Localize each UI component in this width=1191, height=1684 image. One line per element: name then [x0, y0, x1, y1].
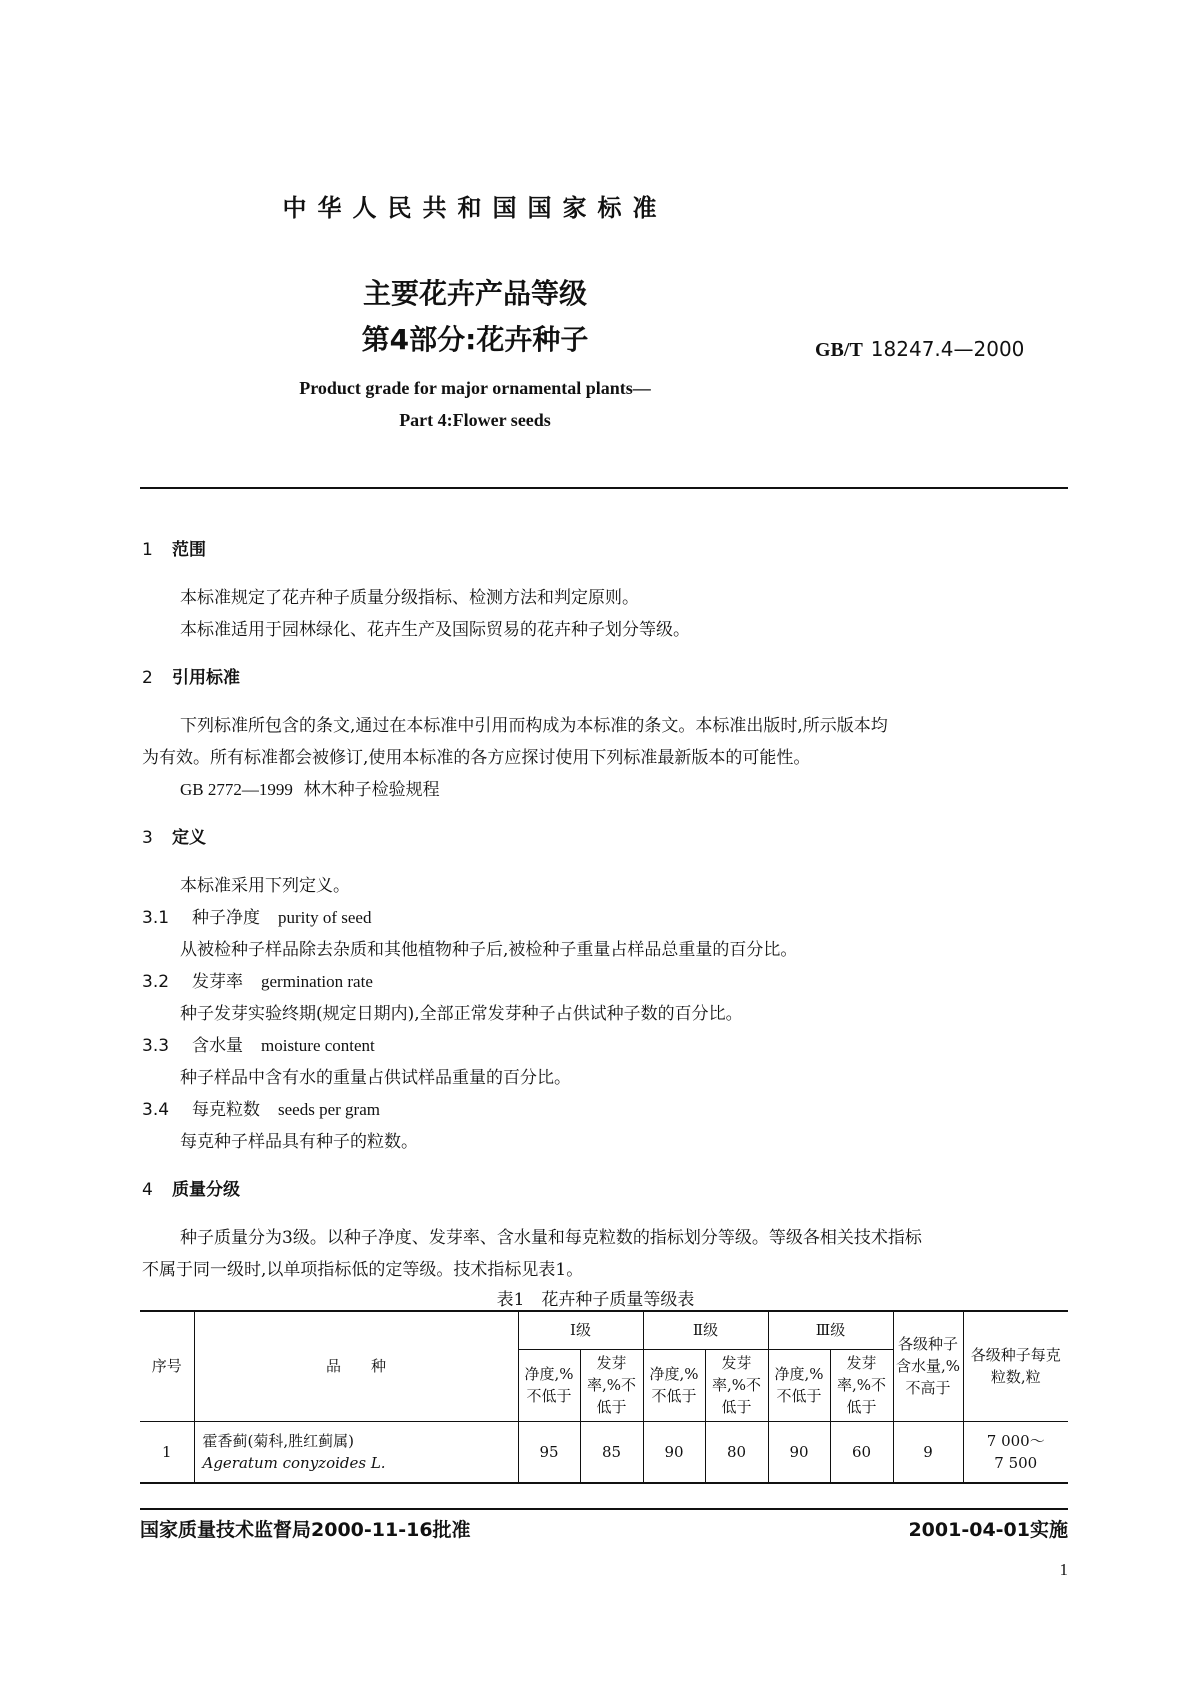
page-number: 1: [1059, 1560, 1068, 1579]
header-purity: 净度,%不低于: [643, 1349, 705, 1421]
header-grade-1: Ⅰ级: [518, 1311, 643, 1349]
paragraph: 种子质量分为3级。以种子净度、发芽率、含水量和每克粒数的指标划分等级。等级各相关技术指标: [180, 1228, 922, 1248]
section-1-heading: [142, 535, 206, 560]
header-moisture: 各级种子含水量,%不高于: [893, 1311, 963, 1421]
term-number: 3.2: [142, 972, 170, 992]
title-en-line1: Product grade for major ornamental plants—: [299, 378, 651, 398]
cell-seeds-per-gram: [963, 1421, 1068, 1483]
paragraph: 为有效。所有标准都会被修订,使用本标准的各方应探讨使用下列标准最新版本的可能性。: [142, 748, 811, 768]
term-definition: 从被检种子样品除去杂质和其他植物种子后,被检种子重量占样品总重量的百分比。: [180, 940, 798, 960]
title-cn-line2: 第4部分:花卉种子: [361, 323, 589, 356]
cell-g2-germination: 80: [705, 1421, 768, 1483]
section-4-heading: [142, 1175, 240, 1200]
seeds-per-gram-line1: 7 000～: [986, 1431, 1045, 1450]
cell-g1-purity: 95: [518, 1421, 580, 1483]
seeds-per-gram-line2: 7 500: [994, 1453, 1038, 1472]
title-cn-line1: 主要花卉产品等级: [362, 277, 587, 310]
standard-prefix: GB/T: [815, 339, 863, 361]
header-purity: 净度,%不低于: [768, 1349, 830, 1421]
term-en: seeds per gram: [278, 1100, 380, 1119]
term-cn: 每克粒数: [192, 1100, 260, 1120]
cell-variety: [194, 1421, 518, 1483]
section-number: 1: [142, 540, 153, 560]
paragraph: 本标准适用于园林绿化、花卉生产及国际贸易的花卉种子划分等级。: [180, 620, 690, 640]
paragraph: 本标准采用下列定义。: [180, 876, 350, 896]
header-divider: [140, 487, 1068, 489]
approval-statement: 国家质量技术监督局2000-11-16批准: [140, 1519, 471, 1541]
table-row: [140, 1421, 1068, 1483]
effective-date: 2001-04-01实施: [908, 1519, 1068, 1541]
section-title: 定义: [172, 828, 206, 848]
section-number: 2: [142, 668, 153, 688]
title-en-line2: Part 4:Flower seeds: [399, 410, 551, 430]
standard-code: 18247.4—2000: [870, 337, 1025, 361]
header-seeds-per-gram: 各级种子每克粒数,粒: [963, 1311, 1068, 1421]
header-grade-3: Ⅲ级: [768, 1311, 893, 1349]
section-title: 引用标准: [172, 668, 240, 688]
section-number: 3: [142, 828, 153, 848]
cell-seq: 1: [140, 1421, 194, 1483]
grade-table: [140, 1310, 1068, 1484]
header-purity: 净度,%不低于: [518, 1349, 580, 1421]
section-number: 4: [142, 1180, 153, 1200]
cell-g2-purity: 90: [643, 1421, 705, 1483]
term-number: 3.3: [142, 1036, 170, 1056]
header-germination: 发芽率,%不低于: [830, 1349, 893, 1421]
header-germination: 发芽率,%不低于: [580, 1349, 643, 1421]
reference-entry: [180, 775, 440, 800]
term-entry: [142, 967, 373, 992]
term-entry: [142, 903, 371, 928]
term-definition: 每克种子样品具有种子的粒数。: [180, 1132, 418, 1152]
header-seq: 序号: [140, 1311, 194, 1421]
table-header-row: [140, 1311, 1068, 1349]
standard-number: [815, 337, 1024, 362]
section-title: 范围: [172, 540, 206, 560]
cell-g3-purity: 90: [768, 1421, 830, 1483]
header-germination: 发芽率,%不低于: [705, 1349, 768, 1421]
header-variety: 品 种: [194, 1311, 518, 1421]
paragraph: 不属于同一级时,以单项指标低的定等级。技术指标见表1。: [142, 1260, 584, 1280]
reference-title: 林木种子检验规程: [303, 780, 440, 800]
term-definition: 种子样品中含有水的重量占供试样品重量的百分比。: [180, 1068, 571, 1088]
term-en: germination rate: [261, 972, 373, 991]
header-grade-2: Ⅱ级: [643, 1311, 768, 1349]
cell-moisture: 9: [893, 1421, 963, 1483]
term-cn: 含水量: [192, 1036, 243, 1056]
section-3-heading: [142, 823, 206, 848]
paragraph: 下列标准所包含的条文,通过在本标准中引用而构成为本标准的条文。本标准出版时,所示版本均: [180, 716, 888, 736]
section-title: 质量分级: [172, 1180, 240, 1200]
term-entry: [142, 1031, 375, 1056]
term-entry: [142, 1095, 380, 1120]
section-2-heading: [142, 663, 240, 688]
term-en: moisture content: [261, 1036, 375, 1055]
paragraph: 本标准规定了花卉种子质量分级指标、检测方法和判定原则。: [180, 588, 639, 608]
term-cn: 种子净度: [192, 908, 260, 928]
reference-code: GB 2772—1999: [180, 780, 293, 799]
cell-g1-germination: 85: [580, 1421, 643, 1483]
cell-g3-germination: 60: [830, 1421, 893, 1483]
term-en: purity of seed: [278, 908, 372, 927]
footer-divider: [140, 1508, 1068, 1510]
variety-latin: Ageratum conyzoides L.: [202, 1453, 386, 1472]
term-definition: 种子发芽实验终期(规定日期内),全部正常发芽种子占供试种子数的百分比。: [180, 1004, 743, 1024]
term-number: 3.1: [142, 908, 170, 928]
term-cn: 发芽率: [192, 972, 243, 992]
table-caption: 表1 花卉种子质量等级表: [496, 1290, 695, 1310]
national-standard-label: 中华人民共和国国家标准: [282, 194, 668, 222]
term-number: 3.4: [142, 1100, 170, 1120]
variety-cn: 霍香蓟(菊科,胜红蓟属): [202, 1431, 354, 1450]
